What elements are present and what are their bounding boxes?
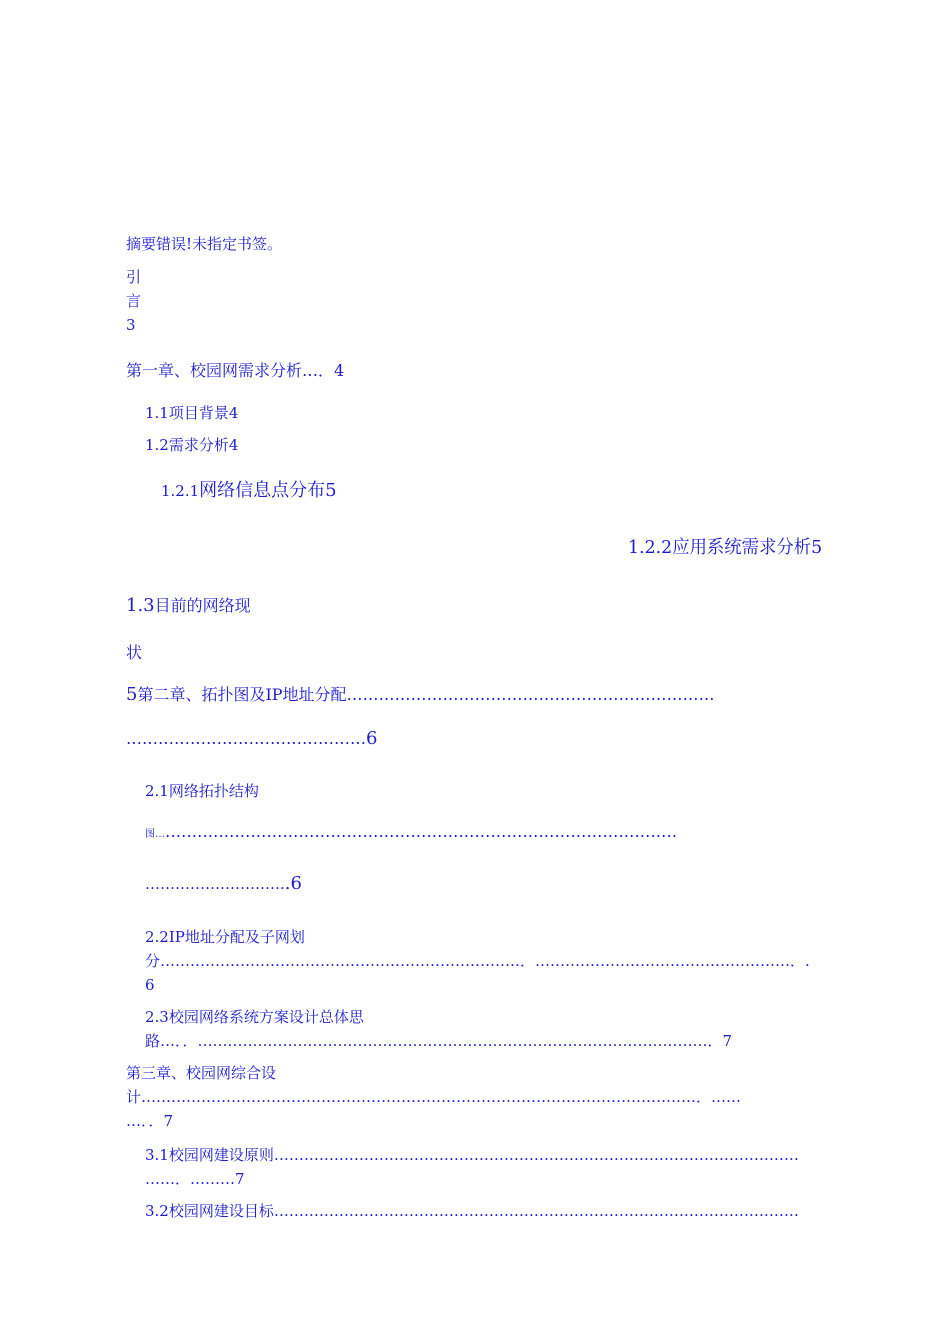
toc-entry-1-1[interactable]: 1.1项目背景4 <box>145 404 239 422</box>
toc-entry-chapter-3[interactable]: 第三章、校园网综合设 <box>126 1064 277 1082</box>
toc-leader-dots: ……………………………………… <box>126 729 366 748</box>
toc-entry-2-2-page[interactable]: 6 <box>145 976 155 994</box>
toc-leader-dots: ………………………. <box>145 875 285 893</box>
toc-entry-2-2[interactable]: 2.2IP地址分配及子网划 <box>145 928 305 946</box>
toc-entry-2-3[interactable]: 2.3校园网络系统方案设计总体思 <box>145 1008 364 1026</box>
toc-entry-chapter-2-page: 6 <box>366 728 378 749</box>
toc-entry-2-2-continued[interactable]: 分………………………………………………………………．……………………………………………．. <box>145 952 810 970</box>
toc-entry-2-1-page: .6 <box>284 873 302 894</box>
toc-entry-chapter-2-prefix: 5 <box>126 684 138 705</box>
toc-entry-intro-page[interactable]: 3 <box>126 316 136 334</box>
toc-entry-chapter-1[interactable]: 第一章、校园网需求分析…．4 <box>126 361 345 380</box>
toc-entry-chapter-2-continued[interactable] <box>126 730 377 748</box>
toc-entry-3-2[interactable]: 3.2校园网建设目标…………………………………………………………………………………………… <box>145 1202 799 1220</box>
toc-entry-1-3[interactable] <box>126 597 251 615</box>
toc-entry-1-3-title: 目前的网络现 <box>154 596 251 615</box>
toc-entry-1-2-1-title: 网络信息点分布5 <box>199 480 337 501</box>
toc-entry-1-2-1-number: 1.2.1 <box>161 482 200 500</box>
toc-entry-2-1-page-line[interactable] <box>145 875 302 893</box>
toc-entry-chapter-2[interactable] <box>126 686 715 704</box>
toc-entry-2-3-continued[interactable]: 路…．．…………………………………………………………………………………………．7 <box>145 1032 733 1050</box>
toc-entry-abstract[interactable]: 摘要错误!未指定书签。 <box>126 235 283 253</box>
toc-entry-intro-char2[interactable]: 言 <box>126 292 142 310</box>
toc-entry-chapter-3-continued[interactable]: 计…………………………………………………………………………………………………．…… <box>126 1088 742 1106</box>
toc-entry-2-1[interactable]: 2.1网络拓扑结构 <box>145 782 259 800</box>
toc-entry-3-1[interactable]: 3.1校园网建设原则…………………………………………………………………………………………… <box>145 1146 799 1164</box>
toc-leader-dots: …………………………………………………………… <box>346 685 715 704</box>
toc-entry-1-3-continued[interactable]: 状 <box>126 643 143 662</box>
toc-entry-2-1-fragment: 图… <box>145 829 165 840</box>
toc-entry-1-2[interactable]: 1.2需求分析4 <box>145 436 239 454</box>
toc-entry-3-1-continued[interactable]: ……．………7 <box>145 1170 245 1188</box>
toc-entry-1-2-2[interactable]: 1.2.2应用系统需求分析5 <box>627 537 822 558</box>
toc-entry-chapter-2-title: 第二章、拓扑图及IP地址分配 <box>137 685 347 704</box>
toc-entry-2-1-continued[interactable] <box>145 824 677 840</box>
toc-entry-intro-char1[interactable]: 引 <box>126 268 142 286</box>
toc-entry-1-3-number: 1.3 <box>126 595 155 616</box>
toc-leader-dots: …………………………………………………………………………………… <box>165 822 677 841</box>
toc-entry-chapter-3-page[interactable]: …．．7 <box>126 1112 174 1130</box>
toc-entry-1-2-1[interactable] <box>161 482 337 500</box>
